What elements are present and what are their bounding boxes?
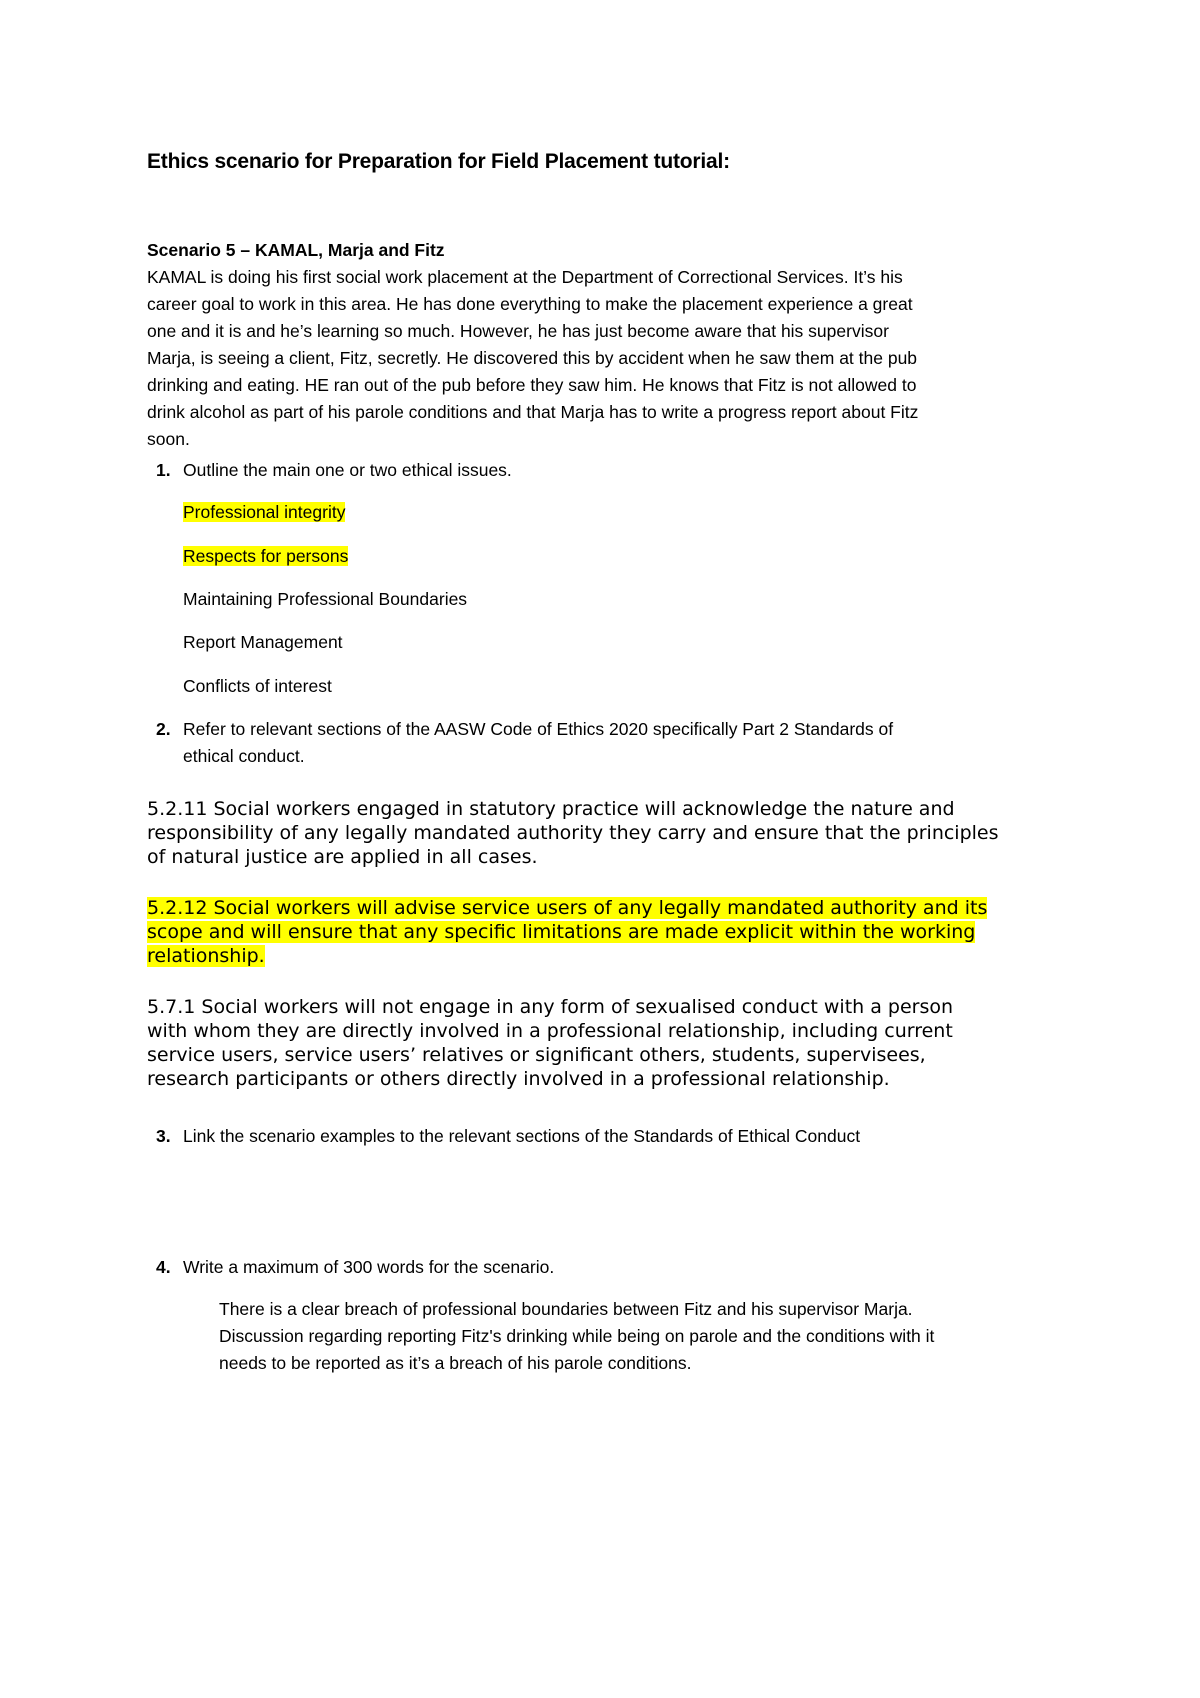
question-1 — [156, 457, 512, 484]
issue-item — [183, 499, 345, 526]
highlighted-standard-line: 5.2.12 Social workers will advise service users of any legally mandated authority and its — [147, 897, 988, 919]
scenario-line: drinking and eating. HE ran out of the pub before they saw him. He knows that Fitz is not allowed to — [147, 375, 917, 395]
standard-line: responsibility of any legally mandated authority they carry and ensure that the principles — [147, 822, 999, 844]
question-number: 4. — [156, 1257, 171, 1277]
answer-line: Discussion regarding reporting Fitz's drinking while being on parole and the conditions with it — [219, 1326, 935, 1346]
question-text: Link the scenario examples to the relevant sections of the Standards of Ethical Conduct — [183, 1126, 861, 1146]
standard-5-2-12 — [147, 896, 1087, 968]
highlighted-standard-line: relationship. — [147, 945, 265, 967]
scenario-line: Marja, is seeing a client, Fitz, secretly. He discovered this by accident when he saw them at the pub — [147, 348, 918, 368]
standard-line: 5.7.1 Social workers will not engage in any form of sexualised conduct with a person — [147, 996, 954, 1018]
question-text: Write a maximum of 300 words for the scenario. — [183, 1257, 555, 1277]
standard-line: with whom they are directly involved in a professional relationship, including current — [147, 1020, 953, 1042]
question-2 — [156, 716, 894, 770]
standard-5-2-11 — [147, 797, 1087, 869]
scenario-line: one and it is and he’s learning so much. However, he has just become aware that his supervisor — [147, 321, 889, 341]
answer-line: There is a clear breach of professional boundaries between Fitz and his supervisor Marja. — [219, 1299, 913, 1319]
scenario-heading: Scenario 5 – KAMAL, Marja and Fitz — [147, 240, 445, 260]
scenario-line: KAMAL is doing his first social work placement at the Department of Correctional Services. It’s his — [147, 267, 903, 287]
standard-line: service users, service users’ relatives or significant others, students, supervisees, — [147, 1044, 926, 1066]
scenario-line: soon. — [147, 429, 190, 449]
question-text: Outline the main one or two ethical issues. — [183, 460, 512, 480]
scenario-line: drink alcohol as part of his parole conditions and that Marja has to write a progress report about Fitz — [147, 402, 919, 422]
question-text: ethical conduct. — [183, 746, 305, 766]
question-number: 1. — [156, 460, 171, 480]
highlighted-issue: Professional integrity — [183, 502, 346, 522]
standard-5-7-1 — [147, 995, 1087, 1091]
question-number: 3. — [156, 1126, 171, 1146]
standard-line: research participants or others directly involved in a professional relationship. — [147, 1068, 890, 1090]
question-4 — [156, 1254, 555, 1281]
answer-line: needs to be reported as it’s a breach of his parole conditions. — [219, 1353, 692, 1373]
highlighted-standard-line: scope and will ensure that any specific limitations are made explicit within the working — [147, 921, 976, 943]
issue-item: Maintaining Professional Boundaries — [183, 589, 468, 609]
scenario-line: career goal to work in this area. He has done everything to make the placement experience a great — [147, 294, 913, 314]
issue-item: Conflicts of interest — [183, 676, 332, 696]
scenario-body — [147, 264, 1067, 453]
standard-line: of natural justice are applied in all cases. — [147, 846, 538, 868]
question-number: 2. — [156, 719, 171, 739]
question-3 — [156, 1123, 861, 1150]
highlighted-issue: Respects for persons — [183, 546, 349, 566]
question-text: Refer to relevant sections of the AASW Code of Ethics 2020 specifically Part 2 Standards of — [183, 719, 894, 739]
issue-item — [183, 543, 348, 570]
document-title: Ethics scenario for Preparation for Field Placement tutorial: — [147, 150, 730, 173]
answer-paragraph — [219, 1296, 1089, 1377]
issue-item: Report Management — [183, 632, 343, 652]
standard-line: 5.2.11 Social workers engaged in statutory practice will acknowledge the nature and — [147, 798, 955, 820]
